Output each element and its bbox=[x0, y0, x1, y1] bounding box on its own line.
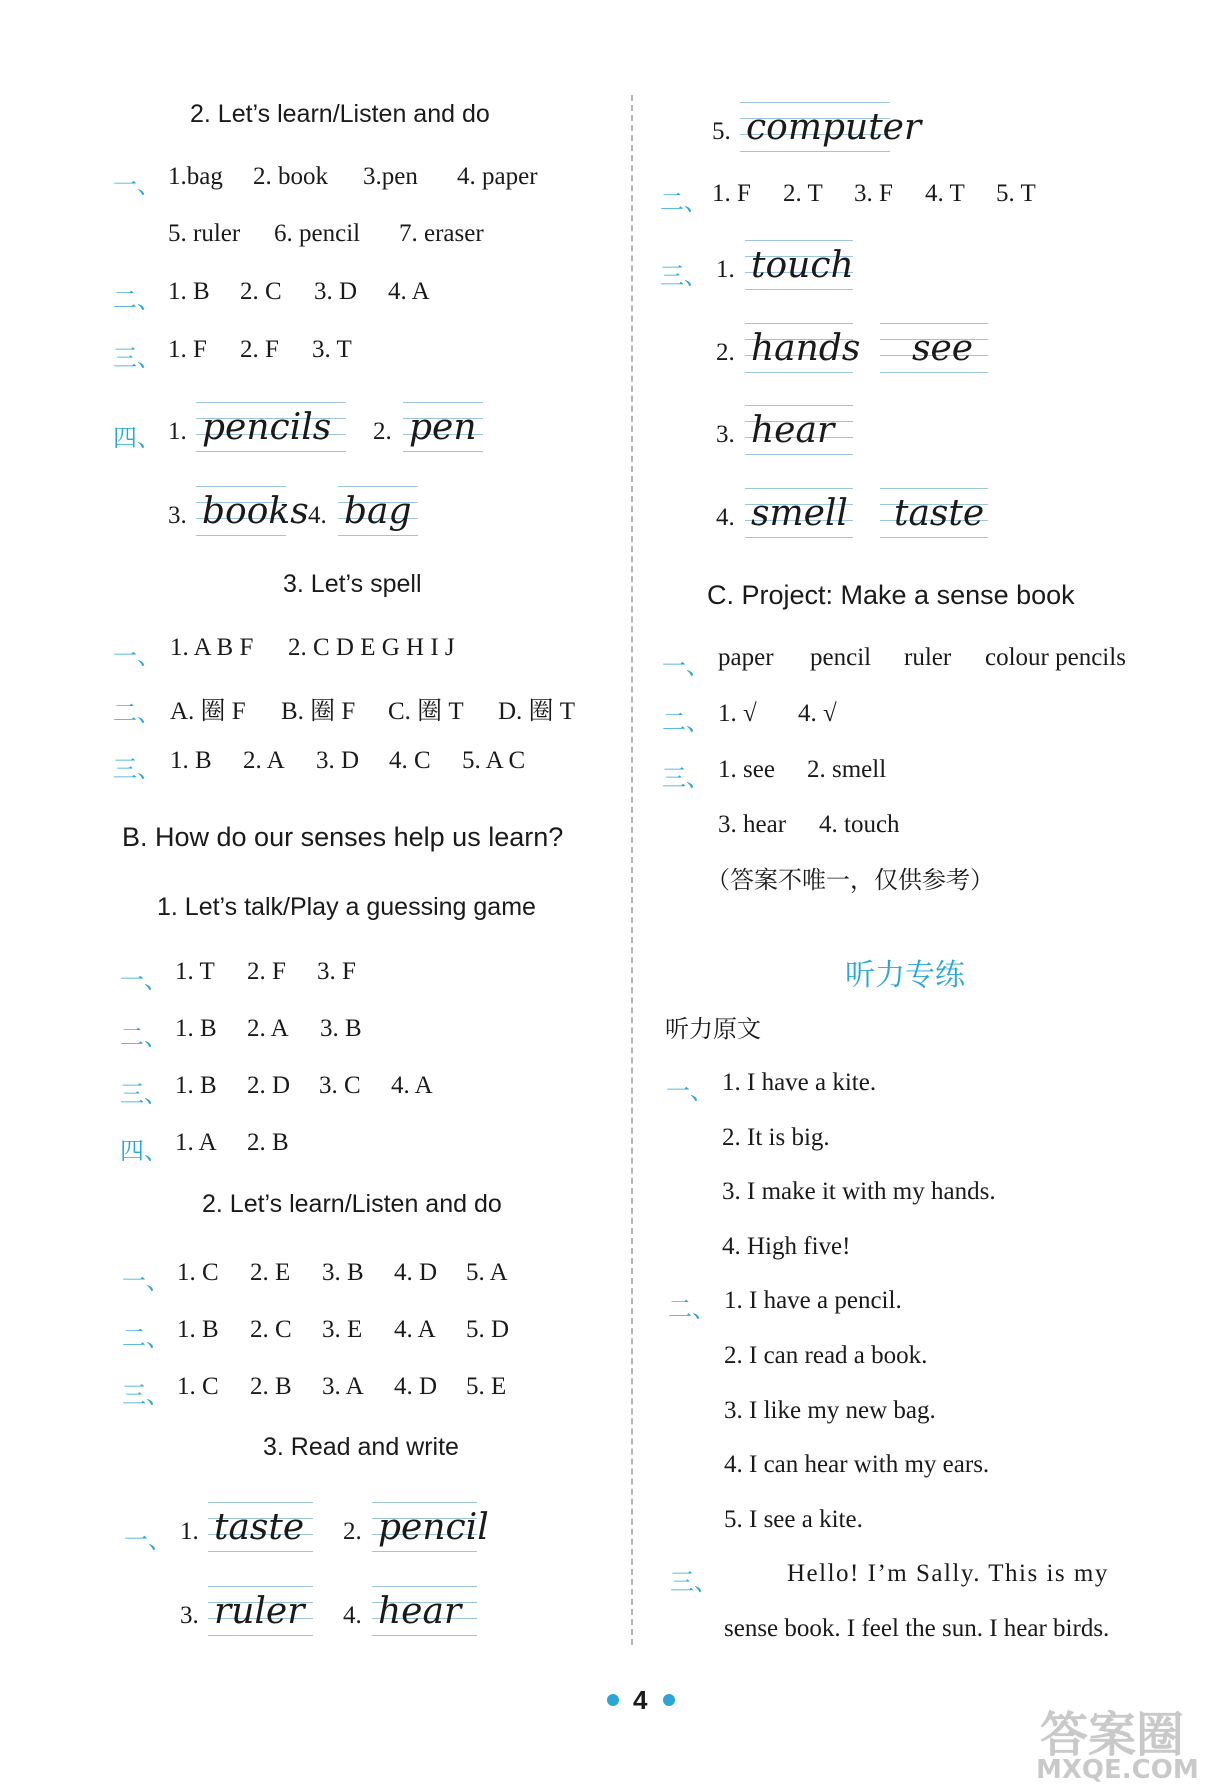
handwriting-line bbox=[880, 323, 988, 373]
question-mark-1: 一、 bbox=[124, 1526, 172, 1554]
question-mark-2: 二、 bbox=[113, 286, 161, 314]
answer: 2. book bbox=[253, 163, 328, 190]
answer: 1. √ bbox=[718, 700, 757, 727]
question-mark-4: 四、 bbox=[120, 1137, 168, 1165]
script-line: sense book. I feel the sun. I hear birds. bbox=[724, 1615, 1110, 1642]
answer: 3. B bbox=[322, 1259, 364, 1286]
answer: 2. C D E G H I J bbox=[288, 634, 455, 661]
item-number: 5. bbox=[712, 118, 731, 145]
answer-row bbox=[168, 163, 538, 191]
answer: 1. A bbox=[175, 1129, 217, 1156]
answer: 5. T bbox=[996, 180, 1036, 207]
answer: A. 圈 F bbox=[170, 698, 246, 725]
answer-row bbox=[175, 1129, 289, 1157]
handwriting-line bbox=[740, 102, 922, 152]
section-title-lets-learn-2: 2. Let’s learn/Listen and do bbox=[202, 1190, 502, 1218]
handwriting-line bbox=[196, 486, 309, 536]
answer: 1. F bbox=[168, 336, 207, 363]
answer: 3. hear bbox=[718, 811, 787, 838]
handwritten-answer: taste bbox=[214, 1507, 305, 1548]
answer: colour pencils bbox=[985, 644, 1126, 671]
answer-row bbox=[168, 278, 430, 306]
answer: 2. E bbox=[250, 1259, 291, 1286]
answer: 1.bag bbox=[168, 163, 223, 190]
answer: 3. D bbox=[316, 747, 360, 774]
answer: pencil bbox=[810, 644, 872, 671]
answer: 3. A bbox=[322, 1373, 364, 1400]
question-mark-1: 一、 bbox=[113, 171, 161, 199]
answer-row bbox=[718, 644, 1126, 672]
answer: 4. √ bbox=[798, 700, 837, 727]
handwriting-line bbox=[880, 488, 988, 538]
handwriting-line bbox=[196, 402, 346, 452]
answer: 2. B bbox=[247, 1129, 289, 1156]
answer: 3. F bbox=[854, 180, 893, 207]
answer: 2. C bbox=[240, 278, 282, 305]
question-mark-3: 三、 bbox=[670, 1568, 718, 1596]
question-mark-1: 一、 bbox=[122, 1267, 170, 1295]
script-line: Hello! I’m Sally. This is my bbox=[787, 1560, 1109, 1587]
handwritten-answer: ruler bbox=[214, 1591, 305, 1632]
listening-practice-title: 听力专练 bbox=[845, 958, 965, 993]
question-mark-3: 三、 bbox=[122, 1381, 170, 1409]
answer: 1. C bbox=[177, 1373, 219, 1400]
answer: 5. ruler bbox=[168, 220, 241, 247]
answer-row bbox=[718, 700, 837, 728]
section-title-lets-spell: 3. Let’s spell bbox=[283, 570, 422, 598]
answer: paper bbox=[718, 644, 774, 671]
answer: 3. C bbox=[319, 1072, 361, 1099]
question-mark-4: 四、 bbox=[113, 424, 161, 452]
answer: 4. D bbox=[394, 1259, 438, 1286]
handwritten-answer: taste bbox=[894, 493, 985, 534]
watermark-url: MXQE.COM bbox=[1036, 1755, 1199, 1785]
answer-row bbox=[175, 1072, 433, 1100]
answer: 1. B bbox=[175, 1015, 217, 1042]
question-mark-2: 二、 bbox=[122, 1324, 170, 1352]
answer-row bbox=[177, 1373, 506, 1401]
item-number: 2. bbox=[373, 418, 392, 445]
part-c-title: C. Project: Make a sense book bbox=[707, 580, 1075, 610]
question-mark-1: 一、 bbox=[120, 966, 168, 994]
answer: 1. F bbox=[712, 180, 751, 207]
handwritten-answer: see bbox=[912, 328, 974, 369]
answer: 2. T bbox=[783, 180, 823, 207]
answer-row bbox=[175, 958, 356, 986]
item-number: 3. bbox=[168, 502, 187, 529]
section-title-lets-talk: 1. Let’s talk/Play a guessing game bbox=[157, 893, 536, 921]
answer: 2. D bbox=[247, 1072, 291, 1099]
part-b-title: B. How do our senses help us learn? bbox=[122, 822, 564, 852]
item-number: 2. bbox=[716, 339, 735, 366]
listening-script-label: 听力原文 bbox=[665, 1015, 761, 1043]
answer: 1. B bbox=[177, 1316, 219, 1343]
handwriting-line bbox=[208, 1502, 313, 1552]
answer: 4. A bbox=[391, 1072, 433, 1099]
answer-row bbox=[170, 691, 575, 727]
answer: D. 圈 T bbox=[498, 698, 576, 725]
answer: 1. B bbox=[175, 1072, 217, 1099]
handwritten-answer: pencil bbox=[378, 1507, 489, 1548]
handwritten-answer: bag bbox=[344, 491, 412, 532]
answer: 4. T bbox=[925, 180, 965, 207]
answer: 3. E bbox=[322, 1316, 363, 1343]
question-mark-3: 三、 bbox=[120, 1080, 168, 1108]
handwritten-answer: smell bbox=[751, 493, 848, 534]
script-line: 5. I see a kite. bbox=[724, 1506, 863, 1533]
answer-row bbox=[712, 180, 1036, 208]
answer-row bbox=[177, 1259, 508, 1287]
answer: 6. pencil bbox=[274, 220, 361, 247]
answer: 1. A B F bbox=[170, 634, 254, 661]
answer: 3. B bbox=[320, 1015, 362, 1042]
question-mark-2: 二、 bbox=[662, 708, 710, 736]
answer-row bbox=[168, 336, 352, 364]
item-number: 3. bbox=[180, 1602, 199, 1629]
page-dot-right bbox=[663, 1694, 675, 1706]
script-line: 2. I can read a book. bbox=[724, 1342, 928, 1369]
answer: 4. D bbox=[394, 1373, 438, 1400]
section-title-lets-learn: 2. Let’s learn/Listen and do bbox=[190, 100, 490, 128]
handwriting-line bbox=[208, 1586, 313, 1636]
answer: 7. eraser bbox=[399, 220, 484, 247]
handwriting-line bbox=[338, 486, 418, 536]
section-title-read-and-write: 3. Read and write bbox=[263, 1433, 459, 1461]
watermark-logo: 答案圈 bbox=[1040, 1707, 1185, 1763]
answer: 4. paper bbox=[457, 163, 538, 190]
question-mark-2: 二、 bbox=[668, 1295, 716, 1323]
answer: 1. C bbox=[177, 1259, 219, 1286]
handwriting-line bbox=[403, 402, 483, 452]
question-mark-3: 三、 bbox=[113, 344, 161, 372]
answer: 1. B bbox=[168, 278, 210, 305]
answer: 1. see bbox=[718, 756, 775, 783]
answer: 2. A bbox=[247, 1015, 289, 1042]
handwritten-answer: hands bbox=[751, 328, 861, 369]
answer-row bbox=[168, 220, 484, 248]
answer: 5. D bbox=[466, 1316, 510, 1343]
item-number: 1. bbox=[180, 1518, 199, 1545]
answer: 4. C bbox=[389, 747, 431, 774]
answer: B. 圈 F bbox=[281, 698, 356, 725]
answer: 2. F bbox=[240, 336, 279, 363]
answer: 4. A bbox=[394, 1316, 436, 1343]
answer: 2. A bbox=[243, 747, 285, 774]
handwritten-answer: touch bbox=[751, 245, 854, 286]
answer: 2. smell bbox=[807, 756, 887, 783]
question-mark-2: 二、 bbox=[660, 188, 708, 216]
handwritten-answer: pen bbox=[409, 407, 477, 448]
handwriting-line bbox=[745, 488, 853, 538]
answer-row bbox=[177, 1316, 509, 1344]
answer: 3. F bbox=[317, 958, 356, 985]
item-number: 1. bbox=[168, 418, 187, 445]
answer-row bbox=[718, 756, 886, 784]
handwritten-answer: computer bbox=[746, 107, 922, 148]
question-mark-3: 三、 bbox=[662, 764, 710, 792]
handwriting-line bbox=[745, 323, 861, 373]
question-mark-1: 一、 bbox=[113, 642, 161, 670]
item-number: 3. bbox=[716, 421, 735, 448]
answer: 5. A C bbox=[462, 747, 526, 774]
answer-row bbox=[170, 747, 525, 775]
answer-row bbox=[718, 811, 900, 839]
column-divider bbox=[631, 95, 633, 1645]
answer: 1. B bbox=[170, 747, 212, 774]
handwritten-answer: hear bbox=[751, 410, 835, 451]
question-mark-3: 三、 bbox=[660, 262, 708, 290]
answer: 4. touch bbox=[819, 811, 900, 838]
handwritten-answer: hear bbox=[378, 1591, 462, 1632]
answer-row bbox=[175, 1015, 362, 1043]
answer: 3. D bbox=[314, 278, 358, 305]
answer: 4. A bbox=[388, 278, 430, 305]
item-number: 4. bbox=[308, 502, 327, 529]
script-line: 3. I make it with my hands. bbox=[722, 1178, 996, 1205]
handwritten-answer: pencils bbox=[202, 407, 332, 448]
question-mark-3: 三、 bbox=[113, 755, 161, 783]
script-line: 3. I like my new bag. bbox=[724, 1397, 936, 1424]
answer: C. 圈 T bbox=[388, 698, 464, 725]
answer-row bbox=[170, 634, 455, 662]
answer: ruler bbox=[904, 644, 952, 671]
answer: 2. C bbox=[250, 1316, 292, 1343]
question-mark-2: 二、 bbox=[113, 699, 161, 727]
page-number: 4 bbox=[633, 1685, 648, 1715]
handwritten-answer: books bbox=[202, 491, 309, 532]
script-line: 4. High five! bbox=[722, 1233, 851, 1260]
item-number: 1. bbox=[716, 256, 735, 283]
script-line: 1. I have a pencil. bbox=[724, 1287, 902, 1314]
answer: 2. B bbox=[250, 1373, 292, 1400]
answer: 3.pen bbox=[363, 163, 418, 190]
script-line: 2. It is big. bbox=[722, 1124, 830, 1151]
page-dot-left bbox=[607, 1694, 619, 1706]
answer: 1. T bbox=[175, 958, 215, 985]
item-number: 2. bbox=[343, 1518, 362, 1545]
reference-note: （答案不唯一，仅供参考） bbox=[706, 866, 994, 894]
question-mark-1: 一、 bbox=[666, 1077, 714, 1105]
item-number: 4. bbox=[716, 504, 735, 531]
question-mark-1: 一、 bbox=[662, 652, 710, 680]
item-number: 4. bbox=[343, 1602, 362, 1629]
answer: 5. A bbox=[466, 1259, 508, 1286]
answer: 2. F bbox=[247, 958, 286, 985]
handwriting-line bbox=[745, 240, 853, 290]
question-mark-2: 二、 bbox=[120, 1023, 168, 1051]
handwriting-line bbox=[745, 405, 853, 455]
answer: 5. E bbox=[466, 1373, 507, 1400]
handwriting-line bbox=[372, 1502, 489, 1552]
handwriting-line bbox=[372, 1586, 477, 1636]
script-line: 4. I can hear with my ears. bbox=[724, 1451, 990, 1478]
answer: 3. T bbox=[312, 336, 352, 363]
script-line: 1. I have a kite. bbox=[722, 1069, 877, 1096]
